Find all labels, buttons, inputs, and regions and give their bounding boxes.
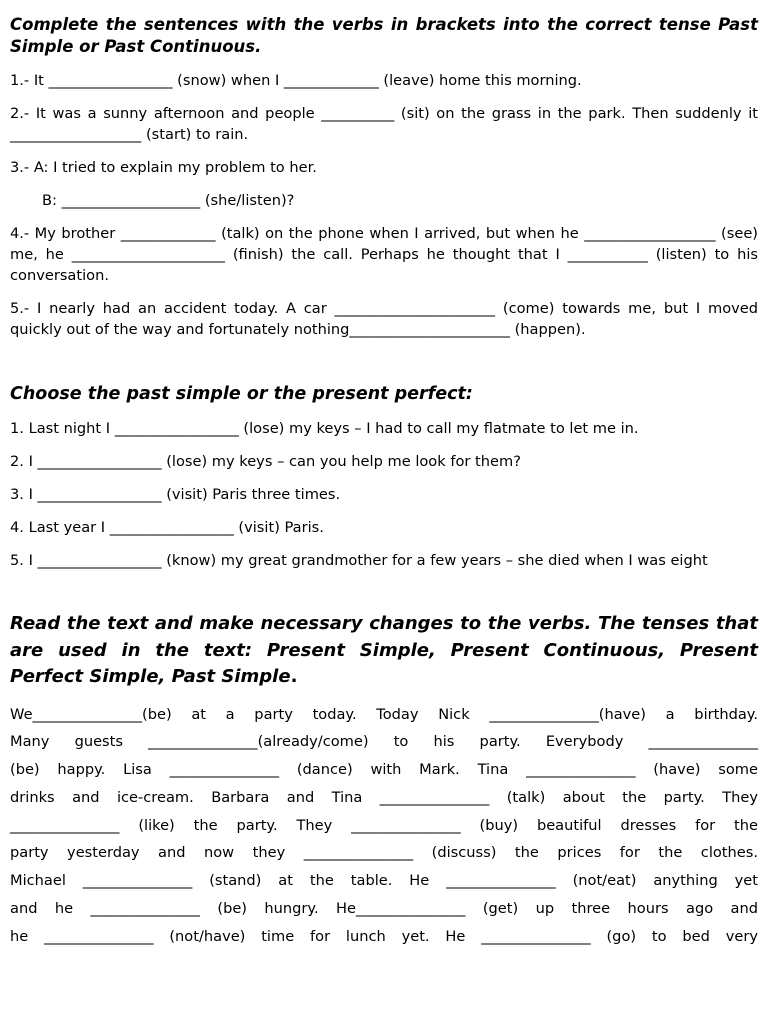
exercise-item-1-5: 5.- I nearly had an accident today. A car ______________________ (come) towards me, but I moved quickly out of the way and fortunately nothing______________________ (happen). xyxy=(10,300,758,338)
worksheet-page xyxy=(10,14,758,951)
exercise-item-1-3b: B: ___________________ (she/listen)? xyxy=(42,192,295,209)
reading-line-5: _______________ (like) the party. They _______________ (buy) beautiful dresses for the xyxy=(10,816,758,834)
section3-heading-text: Read the text and make necessary changes to the verbs. The tenses that are used in the text: Present Simple, Present Continuous, Present Perfect Simple, Past Simple xyxy=(10,613,758,687)
exercise-item-2-5: 5. I _________________ (know) my great grandmother for a few years – she died when I was eight xyxy=(10,552,708,569)
exercise-item-2-1: 1. Last night I _________________ (lose) my keys – I had to call my flatmate to let me in. xyxy=(10,420,639,437)
reading-line-8: and he _______________ (be) hungry. He_______________ (get) up three hours ago and xyxy=(10,900,758,918)
section3-heading-period: . xyxy=(290,666,298,687)
reading-text xyxy=(10,701,758,951)
exercise-item-2-2: 2. I _________________ (lose) my keys – can you help me look for them? xyxy=(10,453,521,470)
exercise-item-1-2: 2.- It was a sunny afternoon and people __________ (sit) on the grass in the park. Then suddenly it __________________ (start) to rain. xyxy=(10,105,758,143)
exercise-item-1-1: 1.- It _________________ (snow) when I _____________ (leave) home this morning. xyxy=(10,72,582,89)
reading-line-2: Many guests _______________(already/come) to his party. Everybody _______________ xyxy=(10,733,758,751)
section3-heading xyxy=(10,611,758,691)
exercise-item-2-3: 3. I _________________ (visit) Paris three times. xyxy=(10,486,341,503)
reading-line-7: Michael _______________ (stand) at the table. He _______________ (not/eat) anything yet xyxy=(10,872,758,890)
exercise-item-1-4: 4.- My brother _____________ (talk) on the phone when I arrived, but when he __________________ (see) me, he _____________________ (finish) the call. Perhaps he thought that I ___________ (listen) to his conversation. xyxy=(10,225,758,284)
reading-line-6: party yesterday and now they _______________ (discuss) the prices for the clothes. xyxy=(10,844,758,862)
exercise-item-1-3a: 3.- A: I tried to explain my problem to her. xyxy=(10,159,317,176)
reading-line-9: he _______________ (not/have) time for lunch yet. He _______________ (go) to bed very xyxy=(10,927,758,945)
exercise-item-2-4: 4. Last year I _________________ (visit) Paris. xyxy=(10,519,324,536)
reading-line-1: We_______________(be) at a party today. Today Nick _______________(have) a birthday. xyxy=(10,705,758,723)
section2-heading: Choose the past simple or the present perfect: xyxy=(10,384,473,404)
section1-heading: Complete the sentences with the verbs in brackets into the correct tense Past Simple or Past Continuous. xyxy=(10,15,758,56)
reading-line-4: drinks and ice-cream. Barbara and Tina _______________ (talk) about the party. They xyxy=(10,788,758,806)
reading-line-3: (be) happy. Lisa _______________ (dance) with Mark. Tina _______________ (have) some xyxy=(10,761,758,779)
